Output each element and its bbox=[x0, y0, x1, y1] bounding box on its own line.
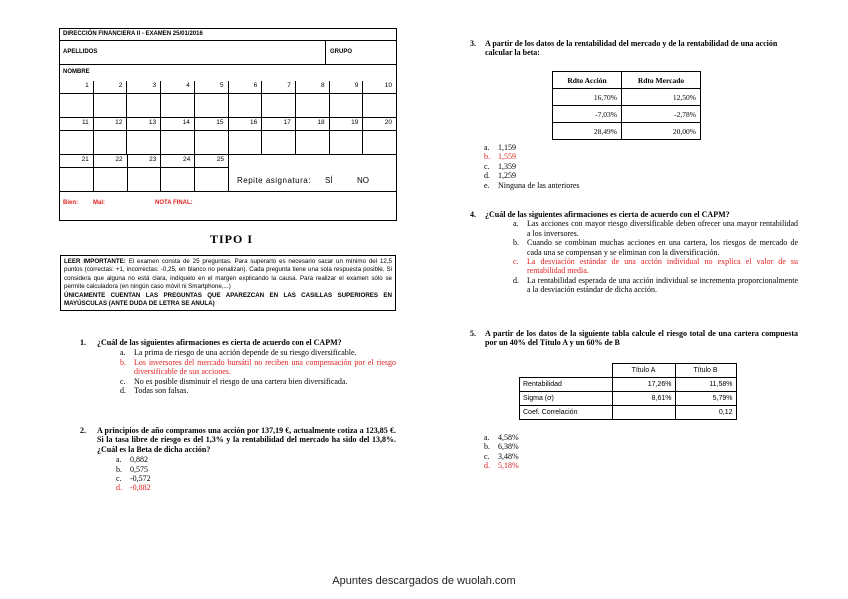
answer-box[interactable] bbox=[363, 131, 396, 155]
table-row bbox=[520, 406, 737, 420]
answer-option[interactable] bbox=[513, 238, 798, 257]
option-text: 1,259 bbox=[498, 171, 516, 181]
option-letter: a. bbox=[120, 348, 126, 358]
table-header: Rdto Mercado bbox=[622, 72, 701, 89]
answer-option[interactable] bbox=[513, 219, 798, 238]
answer-number: 3 bbox=[127, 81, 161, 94]
portfolio-table bbox=[519, 363, 737, 420]
option-text: No es posible disminuir el riesgo de una cartera bien diversificada. bbox=[134, 376, 348, 386]
question-5-number: 5. bbox=[470, 329, 476, 338]
answer-number: 23 bbox=[128, 155, 162, 168]
answer-number: 4 bbox=[161, 81, 195, 94]
instructions-heading: LEER IMPORTANTE: bbox=[64, 258, 126, 265]
table-cell: 8,61% bbox=[612, 392, 675, 406]
table-row bbox=[520, 378, 737, 392]
answer-option[interactable] bbox=[513, 276, 798, 295]
repite-no[interactable]: NO bbox=[356, 176, 369, 185]
answer-option[interactable] bbox=[513, 257, 798, 276]
answer-box[interactable] bbox=[127, 131, 161, 155]
answer-numbers-row-2 bbox=[60, 118, 396, 131]
table-row bbox=[520, 392, 737, 406]
answer-number: 11 bbox=[60, 118, 94, 131]
answer-box[interactable] bbox=[60, 94, 94, 118]
answer-option[interactable] bbox=[484, 143, 684, 152]
answer-option[interactable] bbox=[484, 162, 684, 171]
option-text: Todas son falsas. bbox=[134, 386, 189, 396]
option-letter: b. bbox=[484, 442, 490, 452]
answer-boxes-row-2 bbox=[60, 131, 396, 155]
answer-option[interactable] bbox=[116, 465, 206, 474]
answer-box[interactable] bbox=[296, 131, 330, 155]
table-cell: -7,03% bbox=[553, 106, 622, 123]
option-letter: e. bbox=[484, 180, 490, 190]
answer-option[interactable] bbox=[484, 461, 634, 470]
answer-boxes-row-1 bbox=[60, 94, 396, 118]
question-1-number: 1. bbox=[80, 338, 86, 347]
answer-option[interactable] bbox=[484, 181, 684, 190]
answer-number: 2 bbox=[94, 81, 128, 94]
option-letter: d. bbox=[484, 171, 490, 181]
option-letter: c. bbox=[484, 451, 490, 461]
answer-box[interactable] bbox=[60, 131, 94, 155]
instructions-body: El examen consta de 25 preguntas. Para superarlo es necesario sacar un mínimo del 12,5 puntos (correctas: +1, incorrectas: -0,25, en blanco no penalizan). Cada pregunta tiene una sola respuesta posible. Si considera que alguna no está clara, indíquelo en el margen explicando la causa. Para realizar el examen sólo se permite calculadora (en ningún caso móvil ni Smartphone,...) bbox=[64, 258, 392, 291]
question-3-number: 3. bbox=[470, 39, 476, 48]
nombre-label: NOMBRE bbox=[63, 69, 90, 75]
answer-box[interactable] bbox=[127, 94, 161, 118]
question-3 bbox=[470, 39, 798, 58]
answer-box[interactable] bbox=[94, 131, 128, 155]
instructions-caps: ÚNICAMENTE CUENTAN LAS PREGUNTAS QUE APAREZCAN EN LAS CASILLAS SUPERIORES EN MAYÚSCULAS (ANTE DUDA DE LETRA SE ANULA) bbox=[64, 291, 392, 308]
option-text: Los inversores del mercado bursátil no reciben una compensación por el riesgo diversificable de sus acciones. bbox=[134, 357, 396, 377]
answer-box[interactable] bbox=[94, 94, 128, 118]
answer-box[interactable] bbox=[363, 94, 396, 118]
grupo-label: GRUPO bbox=[330, 49, 353, 55]
option-letter: b. bbox=[513, 238, 519, 248]
answer-numbers-row-3 bbox=[60, 155, 396, 168]
table-row bbox=[553, 106, 701, 123]
exam-title: DIRECCIÓN FINANCIERA II - EXAMEN 25/01/2016 bbox=[63, 31, 203, 37]
answer-option[interactable] bbox=[120, 377, 396, 386]
option-letter: b. bbox=[116, 464, 122, 474]
table-cell: 17,26% bbox=[612, 378, 675, 392]
footer-text: Apuntes descargados de wuolah.com bbox=[332, 575, 516, 587]
repite-area bbox=[229, 168, 396, 192]
table-cell: 28,49% bbox=[553, 123, 622, 140]
answer-box[interactable] bbox=[229, 131, 263, 155]
option-letter: d. bbox=[120, 386, 126, 396]
option-text: 0,882 bbox=[130, 455, 148, 465]
option-letter: c. bbox=[484, 161, 490, 171]
table-cell: 5,79% bbox=[675, 392, 736, 406]
answer-box[interactable] bbox=[229, 94, 263, 118]
question-4-text: ¿Cuál de las siguientes afirmaciones es cierta de acuerdo con el CAPM? bbox=[485, 210, 730, 219]
repite-label: Repite asignatura: bbox=[236, 176, 311, 185]
question-4 bbox=[470, 210, 798, 295]
option-letter: d. bbox=[484, 461, 490, 471]
option-text: La rentabilidad esperada de una acción individual se incrementa proporcionalmente a la desviación estándar de dicha acción. bbox=[527, 275, 798, 295]
apellidos-row bbox=[60, 41, 396, 65]
option-text: 1,559 bbox=[498, 152, 516, 162]
answer-number: 13 bbox=[127, 118, 161, 131]
instructions-text bbox=[64, 258, 392, 292]
answer-box[interactable] bbox=[128, 168, 162, 192]
question-3-text: A partir de los datos de la rentabilidad del mercado y de la rentabilidad de una acción calcular la beta: bbox=[485, 39, 778, 58]
table-row-label: Sigma (σ) bbox=[520, 392, 613, 406]
answer-number: 9 bbox=[330, 81, 364, 94]
answer-number: 17 bbox=[262, 118, 296, 131]
question-5-text: A partir de los datos de la siguiente tabla calcule el riesgo total de una cartera compuesta por un 40% del Título A y un 60% de B bbox=[485, 329, 798, 348]
option-letter: d. bbox=[513, 275, 519, 285]
answer-box[interactable] bbox=[195, 168, 229, 192]
answer-number: 18 bbox=[296, 118, 330, 131]
table-cell: 11,58% bbox=[675, 378, 736, 392]
table-header-row bbox=[553, 72, 701, 89]
answer-option[interactable] bbox=[484, 433, 634, 442]
option-letter: c. bbox=[513, 257, 519, 267]
option-text: 3,48% bbox=[498, 451, 519, 461]
answer-option[interactable] bbox=[116, 474, 206, 483]
exam-type-heading: TIPO I bbox=[210, 232, 254, 246]
instructions-box bbox=[60, 255, 396, 311]
answer-option[interactable] bbox=[120, 386, 396, 395]
question-5 bbox=[470, 329, 798, 348]
question-2 bbox=[80, 426, 396, 493]
option-text: La prima de riesgo de una acción depende de su riesgo diversificable. bbox=[134, 348, 357, 358]
answer-box[interactable] bbox=[195, 131, 229, 155]
answer-numbers-row-1 bbox=[60, 81, 396, 94]
answer-box[interactable] bbox=[94, 168, 128, 192]
answer-option[interactable] bbox=[116, 483, 206, 492]
table-cell: 20,00% bbox=[622, 123, 701, 140]
option-text: Ninguna de las anteriores bbox=[498, 180, 580, 190]
option-text: 1,359 bbox=[498, 161, 516, 171]
bien-label: Bien: bbox=[63, 200, 78, 206]
question-4-stem bbox=[470, 210, 798, 219]
question-2-text: A principios de año compramos una acción por 137,19 €, actualmente cotiza a 123,85 €. Si la tasa libre de riesgo es del 1,3% y la rentabilidad del mercado ha sido del 13,8%. ¿Cuál es la Beta de dicha acción? bbox=[97, 426, 396, 454]
answer-option[interactable] bbox=[484, 452, 634, 461]
header-title-row bbox=[60, 29, 396, 41]
answer-box[interactable] bbox=[296, 94, 330, 118]
apellidos-label: APELLIDOS bbox=[63, 49, 98, 55]
answer-number: 7 bbox=[262, 81, 296, 94]
repite-si[interactable]: SÍ bbox=[324, 176, 333, 185]
answer-option[interactable] bbox=[116, 455, 206, 464]
table-header: Título B bbox=[675, 364, 736, 378]
answer-option[interactable] bbox=[484, 152, 684, 161]
option-text: 1,159 bbox=[498, 143, 516, 152]
answer-number: 21 bbox=[60, 155, 94, 168]
answer-number: 25 bbox=[195, 155, 229, 168]
option-letter: b. bbox=[120, 357, 126, 367]
question-1-text: ¿Cuál de las siguientes afirmaciones es cierta de acuerdo con el CAPM? bbox=[97, 338, 342, 347]
answer-number: 6 bbox=[229, 81, 263, 94]
answer-box[interactable] bbox=[161, 131, 195, 155]
question-1-stem bbox=[80, 338, 396, 347]
answer-box[interactable] bbox=[262, 131, 296, 155]
answer-option[interactable] bbox=[484, 442, 634, 451]
option-letter: a. bbox=[116, 455, 122, 465]
answer-box[interactable] bbox=[161, 94, 195, 118]
answer-number: 15 bbox=[195, 118, 229, 131]
table-cell bbox=[612, 406, 675, 420]
question-5-stem bbox=[470, 329, 798, 348]
grading-row bbox=[60, 192, 396, 221]
option-text: 4,58% bbox=[498, 433, 519, 442]
option-text: Las acciones con mayor riesgo diversificable deben ofrecer una mayor rentabilidad a los inversores. bbox=[527, 219, 798, 238]
option-letter: a. bbox=[513, 219, 519, 229]
option-text: 0,575 bbox=[130, 464, 148, 474]
question-3-options bbox=[484, 143, 684, 190]
answer-number: 24 bbox=[161, 155, 195, 168]
question-4-number: 4. bbox=[470, 210, 476, 219]
answer-number: 19 bbox=[330, 118, 364, 131]
option-text: 6,38% bbox=[498, 442, 519, 452]
answer-number: 16 bbox=[229, 118, 263, 131]
answer-number: 10 bbox=[363, 81, 396, 94]
answer-boxes-row-3 bbox=[60, 168, 396, 192]
option-letter: a. bbox=[484, 433, 490, 442]
returns-table bbox=[552, 71, 701, 140]
option-text: -0,572 bbox=[130, 474, 151, 484]
option-letter: b. bbox=[484, 152, 490, 162]
answer-box[interactable] bbox=[195, 94, 229, 118]
answer-box[interactable] bbox=[330, 94, 364, 118]
nombre-row bbox=[60, 65, 396, 81]
option-text: 5,18% bbox=[498, 461, 519, 471]
question-1-options bbox=[120, 348, 396, 395]
table-header-row bbox=[520, 364, 737, 378]
option-letter: c. bbox=[116, 474, 122, 484]
table-row bbox=[553, 89, 701, 106]
question-5-options bbox=[484, 433, 634, 471]
answer-number: 8 bbox=[296, 81, 330, 94]
answer-option[interactable] bbox=[484, 171, 684, 180]
question-2-options bbox=[116, 455, 206, 493]
answer-number: 22 bbox=[94, 155, 128, 168]
option-letter: c. bbox=[120, 376, 126, 386]
question-1 bbox=[80, 338, 396, 395]
question-4-options bbox=[513, 219, 798, 294]
answer-number: 14 bbox=[161, 118, 195, 131]
table-row-label: Coef. Correlación bbox=[520, 406, 613, 420]
answer-box[interactable] bbox=[262, 94, 296, 118]
exam-header-box bbox=[59, 28, 397, 221]
question-3-stem bbox=[470, 39, 798, 58]
table-cell: 0,12 bbox=[675, 406, 736, 420]
table-row bbox=[553, 123, 701, 140]
table-cell: 16,70% bbox=[553, 89, 622, 106]
option-text: Cuando se combinan muchas acciones en una cartera, los riesgos de mercado de cada una se compensan y se eliminan con la diversificación. bbox=[527, 238, 798, 257]
option-letter: d. bbox=[116, 483, 122, 493]
table-header: Rdto Acción bbox=[553, 72, 622, 89]
nota-final-label: NOTA FINAL: bbox=[155, 200, 193, 206]
answer-number: 5 bbox=[195, 81, 229, 94]
table-cell: 12,50% bbox=[622, 89, 701, 106]
answer-number: 12 bbox=[94, 118, 128, 131]
option-letter: a. bbox=[484, 143, 490, 152]
answer-box[interactable] bbox=[60, 168, 94, 192]
option-text: -0,882 bbox=[130, 483, 151, 493]
option-text: La desviación estándar de una acción individual no explica el valor de su rentabilidad media. bbox=[527, 257, 798, 276]
table-cell: -2,78% bbox=[622, 106, 701, 123]
answer-box[interactable] bbox=[161, 168, 195, 192]
table-header: Título A bbox=[612, 364, 675, 378]
mal-label: Mal: bbox=[93, 200, 105, 206]
question-2-stem bbox=[80, 426, 396, 454]
answer-option[interactable] bbox=[120, 348, 396, 357]
question-2-number: 2. bbox=[80, 426, 86, 435]
table-row-label: Rentabilidad bbox=[520, 378, 613, 392]
answer-option[interactable] bbox=[120, 358, 396, 377]
answer-number: 1 bbox=[60, 81, 94, 94]
answer-number: 20 bbox=[363, 118, 396, 131]
answer-box[interactable] bbox=[330, 131, 364, 155]
